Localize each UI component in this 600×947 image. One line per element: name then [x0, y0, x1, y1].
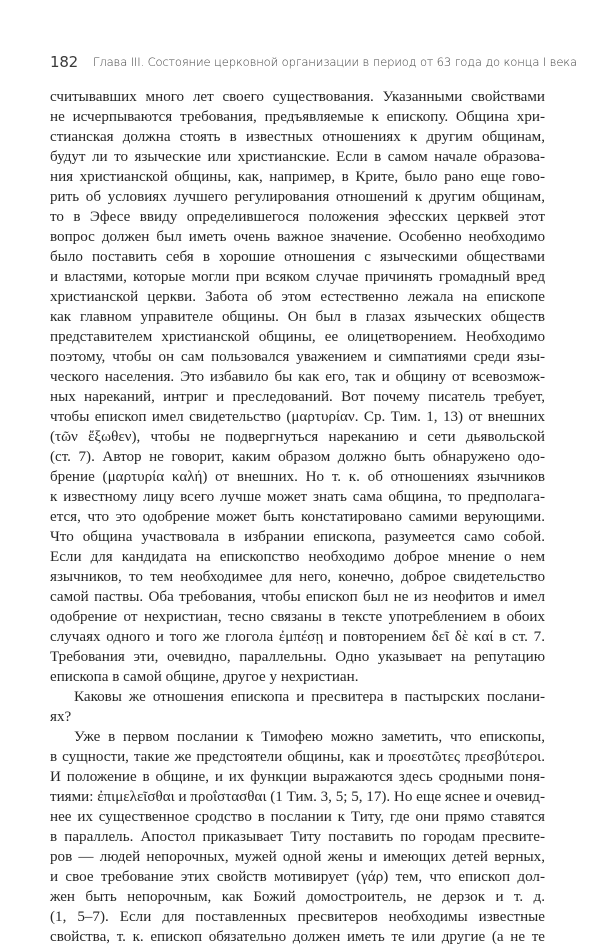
text-line: к известному лицу всего лучше может знать сама община, то предполага-: [50, 489, 545, 505]
page-number: 182: [50, 53, 79, 71]
text-line: Если для кандидата на епископство необходимо доброе мнение о нем: [50, 549, 545, 565]
text-line: не исчерпываются требования, предъявляемые к епископу. Община хри-: [50, 109, 545, 125]
text-line: (ст. 7). Автор не говорит, каким образом должно быть обнаружено одо-: [50, 449, 545, 465]
text-line: случаях одного и того же глогола ἐμπέσῃ и повторением δεῖ δὲ καί в ст. 7.: [50, 629, 545, 645]
text-line: было поставить себя в хорошие отношения с языческими обществами: [50, 249, 545, 265]
text-line: то в Эфесе ввиду определившегося положения эфесских церквей этот: [50, 209, 545, 225]
text-line: брение (μαρτυρία καλή) от внешних. Но т. к. об отношениях язычников: [50, 469, 545, 485]
text-line: (τῶν ἔξωθεν), чтобы не подвергнуться нареканию и сети дьявольской: [50, 429, 545, 445]
page-header: [50, 51, 577, 73]
text-line: Уже в первом послании к Тимофею можно заметить, что епископы,: [74, 729, 545, 745]
text-line: епископа в самой общине, другое у нехристиан.: [50, 669, 359, 685]
text-body: [50, 87, 545, 947]
text-line: И положение в общине, и их функции выражаются здесь сродными поня-: [50, 769, 545, 785]
text-line: жен быть непорочным, как Божий домостроитель, не дерзок и т. д.: [50, 889, 545, 905]
text-line: ния христианской общины, как, например, в Крите, было рано еще гово-: [50, 169, 545, 185]
text-line: считывавших много лет своего существования. Указанными свойствами: [50, 89, 545, 105]
text-line: рить об условиях лучшего регулирования отношений к другим общинам,: [50, 189, 545, 205]
text-line: Каковы же отношения епископа и пресвитера в пастырских послани-: [74, 689, 545, 705]
text-line: и властями, которые могли при всяком случае причинять громадный вред: [50, 269, 545, 285]
text-line: чтобы епископ имел свидетельство (μαρτυρίαν. Ср. Тим. 1, 13) от внешних: [50, 409, 545, 425]
text-line: ров — людей непорочных, мужей одной жены и имеющих детей верных,: [50, 849, 545, 865]
text-line: ческого населения. Это избавило бы как его, так и общину от всевозмож-: [50, 369, 545, 385]
text-line: в сущности, такие же предстоятели общины, как и προεστῶτες πρεσβύτεροι.: [50, 749, 545, 765]
text-line: (1, 5–7). Если для поставленных пресвитеров необходимы известные: [50, 909, 545, 925]
text-line: одобрение от нехристиан, тесно связаны в тексте употреблением в обоих: [50, 609, 545, 625]
text-line: стианская должна стоять в известных отношениях к другим общинам,: [50, 129, 545, 145]
text-line: самой паствы. Оба требования, чтобы епископ был не из неофитов и имел: [50, 589, 545, 605]
text-line: ных нареканий, интриг и преследований. Вот почему писатель требует,: [50, 389, 545, 405]
text-line: тиями: ἐπιμελεῖσθαι и προΐστασθαι (1 Тим. 3, 5; 5, 17). Но еще яснее и очевид-: [50, 789, 545, 805]
text-line: как главном управителе общины. Он был в глазах языческих обществ: [50, 309, 545, 325]
text-line: вопрос должен был иметь очень важное значение. Особенно необходимо: [50, 229, 545, 245]
text-line: Что община участвовала в избрании епископа, разумеется само собой.: [50, 529, 545, 545]
text-line: свойства, т. к. епископ обязательно должен иметь те или другие (а не те: [50, 929, 545, 945]
text-line: и свое требование этих свойств мотивирует (γάρ) тем, что епископ дол-: [50, 869, 545, 885]
text-line: христианской церкви. Забота об этом естественно лежала на епископе: [50, 289, 545, 305]
text-line: язычников, то тем необходимее для него, конечно, доброе свидетельство: [50, 569, 545, 585]
text-line: представителем христианской общины, ее олицетворением. Необходимо: [50, 329, 545, 345]
text-line: нее их существенное сродство в послании к Титу, где они прямо ставятся: [50, 809, 545, 825]
text-line: в параллель. Апостол приказывает Титу поставить по городам пресвите-: [50, 829, 545, 845]
text-line: ях?: [50, 709, 72, 725]
text-line: поэтому, чтобы он сам пользовался уважением и симпатиями среди язы-: [50, 349, 545, 365]
running-title: Глава III. Состояние церковной организации в период от 63 года до конца I века: [93, 55, 577, 69]
text-line: будут ли то языческие или христианские. Если в самом начале образова-: [50, 149, 545, 165]
text-line: Требования эти, очевидно, параллельны. Одно указывает на репутацию: [50, 649, 545, 665]
text-line: ется, что это одобрение может быть констатировано самими верующими.: [50, 509, 545, 525]
